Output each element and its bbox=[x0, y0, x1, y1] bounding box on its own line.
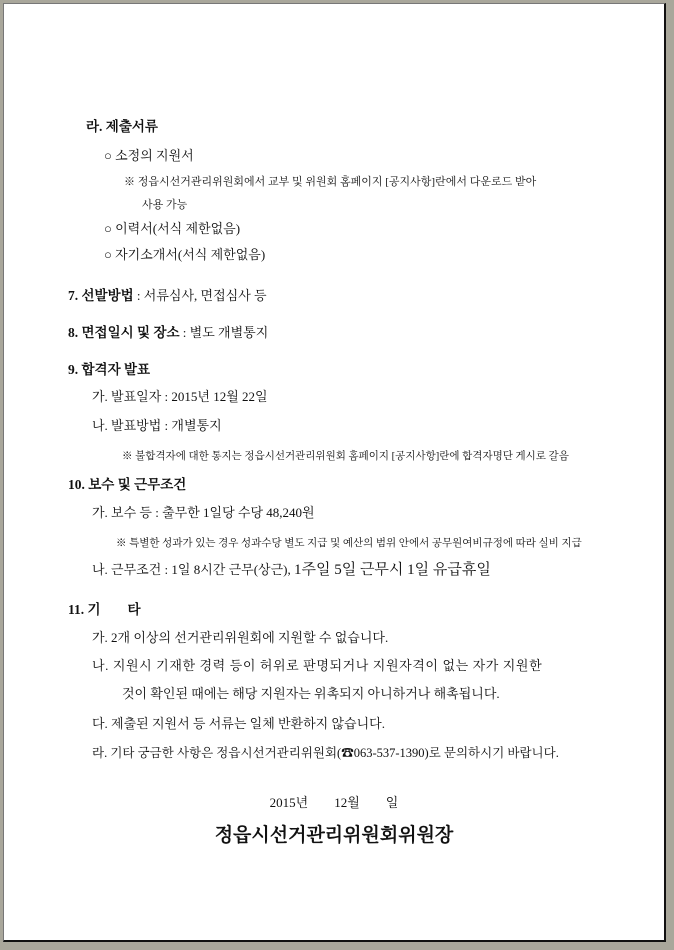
list-item bbox=[104, 148, 194, 164]
section-10-ga: 가. 보수 등 : 출무한 1일당 수당 48,240원 bbox=[92, 505, 315, 520]
section-11-da: 다. 제출된 지원서 등 서류는 일체 반환하지 않습니다. bbox=[92, 716, 385, 731]
bullet-circle-icon: ○ bbox=[104, 247, 112, 262]
section-10-na bbox=[92, 562, 491, 578]
footer-date: 2015년 12월 일 bbox=[269, 795, 399, 810]
item-text: 소정의 지원서 bbox=[115, 148, 194, 163]
section-11-na-continued: 것이 확인된 때에는 해당 지원자는 위촉되지 아니하거나 해촉됩니다. bbox=[122, 686, 500, 701]
list-item bbox=[104, 221, 240, 237]
section-heading: 8. 면접일시 및 장소 bbox=[68, 325, 180, 340]
document-page bbox=[3, 3, 666, 942]
signature: 정읍시선거관리위원회위원장 bbox=[214, 825, 454, 846]
bullet-circle-icon: ○ bbox=[104, 221, 112, 236]
section-8 bbox=[68, 325, 268, 341]
section-10-heading: 10. 보수 및 근무조건 bbox=[68, 477, 187, 492]
note: ※ 정읍시선거관리위원회에서 교부 및 위원회 홈페이지 [공지사항]란에서 다운로드 받아 bbox=[124, 176, 537, 188]
section-11-na: 나. 지원시 기재한 경력 등이 허위로 판명되거나 지원자격이 없는 자가 지원한 bbox=[92, 658, 543, 673]
section-text: : 서류심사, 면접심사 등 bbox=[133, 288, 267, 303]
section-11-ga: 가. 2개 이상의 선거관리위원회에 지원할 수 없습니다. bbox=[92, 630, 389, 645]
item-text: 자기소개서(서식 제한없음) bbox=[115, 247, 266, 262]
section-11-ra: 라. 기타 궁금한 사항은 정읍시선거관리위원회(☎063-537-1390)로 문의하시기 바랍니다. bbox=[92, 746, 559, 760]
item-text: 이력서(서식 제한없음) bbox=[115, 221, 241, 236]
section-9-heading: 9. 합격자 발표 bbox=[68, 362, 151, 377]
note-continued: 사용 가능 bbox=[142, 199, 188, 211]
section-9-ga: 가. 발표일자 : 2015년 12월 22일 bbox=[92, 389, 268, 404]
section-heading: 7. 선발방법 bbox=[68, 288, 134, 303]
bullet-circle-icon: ○ bbox=[104, 148, 112, 163]
section-9-note: ※ 불합격자에 대한 통지는 정읍시선거관리위원회 홈페이지 [공지사항]란에 합격자명단 게시로 갈음 bbox=[122, 451, 569, 462]
section-ra-heading: 라. 제출서류 bbox=[86, 119, 158, 134]
section-9-na: 나. 발표방법 : 개별통지 bbox=[92, 418, 222, 433]
section-7 bbox=[68, 288, 267, 304]
text: 나. 근무조건 : 1일 8시간 근무(상근), bbox=[92, 562, 294, 577]
list-item bbox=[104, 247, 265, 263]
section-10-note: ※ 특별한 성과가 있는 경우 성과수당 별도 지급 및 예산의 범위 안에서 공무원여비규정에 따라 실비 지급 bbox=[116, 538, 582, 549]
section-text: : 별도 개별통지 bbox=[179, 325, 269, 340]
text-emphasis: 1주일 5일 근무시 1일 유급휴일 bbox=[293, 562, 491, 578]
section-11-heading: 11. 기 타 bbox=[68, 602, 141, 617]
